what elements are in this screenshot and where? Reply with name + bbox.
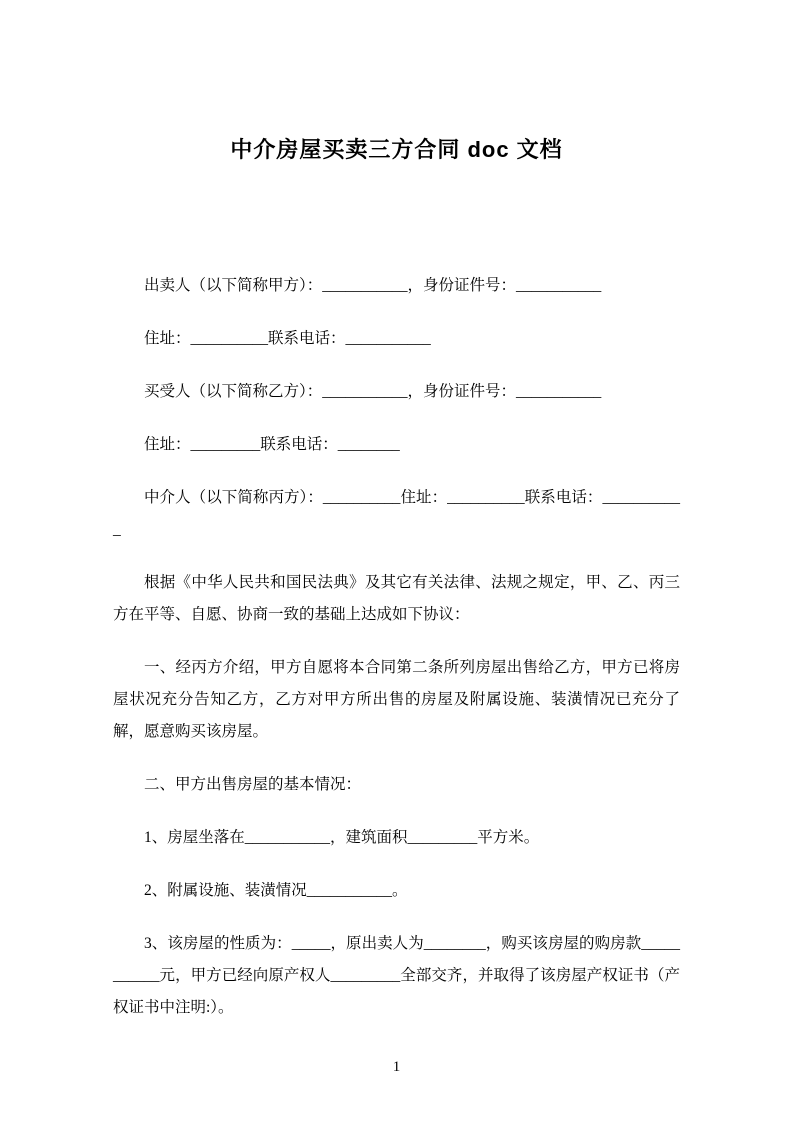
paragraph-clause-2-heading: 二、甲方出售房屋的基本情况：: [144, 776, 362, 793]
paragraph-seller-address: 住址：__________联系电话：___________: [144, 330, 431, 347]
document-title: 中介房屋买卖三方合同 doc 文档: [230, 137, 563, 162]
paragraph-clause-1: 一、经丙方介绍，甲方自愿将本合同第二条所列房屋出售给乙方，甲方已将房屋状况充分告知乙方，乙方对甲方所出售的房屋及附属设施、装潢情况已充分了解，愿意购买该房屋。: [113, 659, 680, 740]
page-number: 1: [392, 1059, 401, 1075]
paragraph-seller: 出卖人（以下简称甲方）：___________，身份证件号：___________: [144, 277, 602, 294]
paragraph-buyer-address: 住址：_________联系电话：________: [144, 436, 400, 453]
paragraph-clause-2-item-2: 2、附属设施、装潢情况___________。: [144, 882, 408, 899]
paragraph-buyer: 买受人（以下简称乙方）：___________，身份证件号：___________: [144, 383, 602, 400]
paragraph-preamble: 根据《中华人民共和国民法典》及其它有关法律、法规之规定，甲、乙、丙三方在平等、自愿、协商一致的基础上达成如下协议：: [113, 574, 680, 623]
paragraph-clause-2-item-3: 3、该房屋的性质为：_____，原出卖人为________，购买该房屋的购房款___________元，甲方已经向原产权人_________全部交齐，并取得了该房屋产权证书（产权证书中注明:）。: [113, 935, 680, 1016]
paragraph-agent: 中介人（以下简称丙方）：__________住址：__________联系电话：___________: [113, 489, 680, 538]
paragraph-clause-2-item-1: 1、房屋坐落在___________，建筑面积_________平方米。: [144, 829, 540, 846]
